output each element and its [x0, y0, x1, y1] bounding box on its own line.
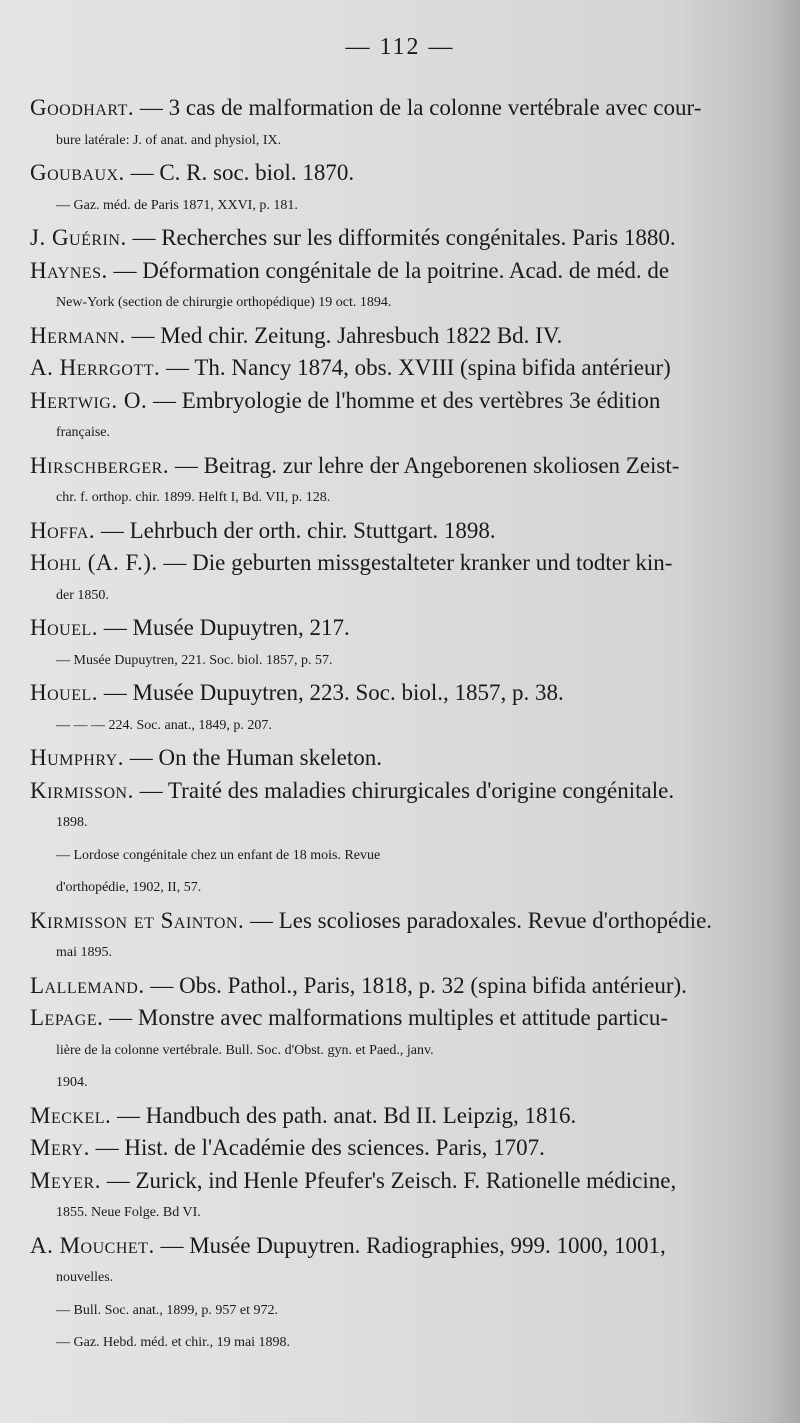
entry-text: — Th. Nancy 1874, obs. XVIII (spina bifida antérieur): [166, 355, 671, 380]
entry-author: Houel.: [30, 680, 99, 705]
entry-author: Haynes.: [30, 257, 108, 283]
entry-author: Humphry.: [30, 745, 124, 770]
entry-first-line: [30, 92, 790, 124]
entry-author: Mery.: [30, 1135, 90, 1160]
bibliography-entry: [30, 1100, 790, 1132]
entry-author: Meckel.: [30, 1102, 112, 1128]
entry-continuation-line: [30, 287, 790, 319]
entry-text: — Monstre avec malformations multiples et attitude particu-: [109, 1005, 669, 1030]
entry-author: J. Guérin.: [30, 225, 127, 250]
bibliography-entry: [30, 547, 790, 612]
entry-text: — Musée Dupuytren, 221. Soc. biol. 1857, p. 57.: [56, 652, 333, 668]
entry-text: — Musée Dupuytren. Radiographies, 999. 1000, 1001,: [160, 1232, 666, 1258]
entry-continuation-line: [30, 1295, 790, 1327]
entry-text: — Lehrbuch der orth. chir. Stuttgart. 1898.: [100, 517, 496, 543]
entry-first-line: [30, 775, 790, 807]
entry-author: Houel.: [30, 615, 99, 640]
entry-continuation-line: [30, 482, 790, 514]
entry-text: — Les scolioses paradoxales. Revue d'orthopédie.: [249, 907, 713, 933]
entry-continuation-line: [30, 710, 790, 742]
entry-continuation-line: [30, 125, 790, 157]
bibliography-entry: [30, 352, 790, 384]
entry-text: — Embryologie de l'homme et des vertèbres 3e édition: [152, 387, 661, 413]
entry-text: d'orthopédie, 1902, II, 57.: [56, 880, 202, 895]
bibliography-entry: [30, 970, 790, 1002]
entry-first-line: [30, 677, 790, 709]
entry-continuation-line: [30, 580, 790, 612]
entry-text: française.: [56, 425, 111, 440]
entry-text: — Recherches sur les difformités congénitales. Paris 1880.: [132, 225, 676, 250]
entry-first-line: [30, 547, 790, 579]
entry-first-line: [30, 352, 790, 384]
entry-text: — Obs. Pathol., Paris, 1818, p. 32 (spina bifida antérieur).: [150, 972, 687, 998]
page-number: — 112 —: [345, 34, 455, 60]
entry-first-line: [30, 450, 790, 482]
entry-text: 1855. Neue Folge. Bd VI.: [56, 1205, 201, 1220]
entry-first-line: [30, 1002, 790, 1034]
entry-author: Hirschberger.: [30, 452, 170, 478]
entry-author: A. Mouchet.: [30, 1232, 155, 1258]
entry-author: Meyer.: [30, 1167, 101, 1193]
bibliography-list: [30, 92, 790, 1360]
entry-text: — Med chir. Zeitung. Jahresbuch 1822 Bd. IV.: [131, 322, 563, 348]
entry-text: lière de la colonne vertébrale. Bull. Soc. d'Obst. gyn. et Paed., janv.: [56, 1042, 434, 1058]
entry-text: — Lordose congénitale chez un enfant de 18 mois. Revue: [56, 847, 381, 863]
entry-author: Goubaux.: [30, 160, 125, 185]
bibliography-entry: [30, 320, 790, 352]
entry-text: — C. R. soc. biol. 1870.: [130, 160, 355, 185]
entry-continuation-line: [30, 807, 790, 839]
entry-text: — Beitrag. zur lehre der Angeborenen skoliosen Zeist-: [174, 452, 680, 478]
entry-text: — 3 cas de malformation de la colonne vertébrale avec cour-: [139, 95, 702, 120]
entry-continuation-line: [30, 1067, 790, 1099]
bibliography-entry: [30, 775, 790, 905]
bibliography-entry: [30, 612, 790, 677]
bibliography-entry: [30, 1165, 790, 1230]
entry-author: Kirmisson et Sainton.: [30, 907, 245, 933]
bibliography-entry: [30, 255, 790, 320]
bibliography-entry: [30, 515, 790, 547]
entry-author: A. Herrgott.: [30, 355, 161, 380]
entry-text: nouvelles.: [56, 1270, 114, 1285]
entry-first-line: [30, 1100, 790, 1132]
entry-first-line: [30, 905, 790, 937]
entry-first-line: [30, 970, 790, 1002]
entry-first-line: [30, 1132, 790, 1164]
entry-continuation-line: [30, 417, 790, 449]
entry-first-line: [30, 157, 790, 189]
entry-text: chr. f. orthop. chir. 1899. Helft I, Bd. VII, p. 128.: [56, 490, 331, 505]
entry-continuation-line: [30, 840, 790, 872]
entry-text: — Handbuch des path. anat. Bd II. Leipzig, 1816.: [117, 1102, 577, 1128]
entry-continuation-line: [30, 1035, 790, 1067]
entry-text: — Hist. de l'Académie des sciences. Paris, 1707.: [95, 1135, 545, 1160]
entry-text: bure latérale: J. of anat. and physiol, IX.: [56, 132, 282, 148]
entry-author: Lepage.: [30, 1005, 104, 1030]
entry-author: Goodhart.: [30, 95, 135, 120]
entry-first-line: [30, 612, 790, 644]
entry-text: — Traité des maladies chirurgicales d'origine congénitale.: [139, 777, 675, 803]
entry-continuation-line: [30, 1262, 790, 1294]
bibliography-entry: [30, 385, 790, 450]
bibliography-entry: [30, 1132, 790, 1164]
entry-text: — Die geburten missgestalteter kranker und todter kin-: [163, 550, 673, 575]
entry-text: — Musée Dupuytren, 223. Soc. biol., 1857, p. 38.: [103, 680, 564, 705]
bibliography-entry: [30, 742, 790, 774]
entry-continuation-line: [30, 937, 790, 969]
entry-continuation-line: [30, 872, 790, 904]
entry-continuation-line: [30, 1197, 790, 1229]
bibliography-entry: [30, 1002, 790, 1099]
entry-author: Kirmisson.: [30, 777, 134, 803]
entry-first-line: [30, 742, 790, 774]
entry-text: New-York (section de chirurgie orthopédique) 19 oct. 1894.: [56, 295, 392, 310]
entry-text: — Zurick, ind Henle Pfeufer's Zeisch. F. Rationelle médicine,: [106, 1167, 677, 1193]
entry-first-line: [30, 385, 790, 417]
bibliography-entry: [30, 905, 790, 970]
entry-author: Lallemand.: [30, 972, 145, 998]
entry-first-line: [30, 515, 790, 547]
entry-text: 1898.: [56, 815, 88, 830]
bibliography-entry: [30, 92, 790, 157]
entry-text: — On the Human skeleton.: [129, 745, 383, 770]
entry-continuation-line: [30, 190, 790, 222]
entry-first-line: [30, 1230, 790, 1262]
entry-first-line: [30, 1165, 790, 1197]
entry-text: — Déformation congénitale de la poitrine. Acad. de méd. de: [113, 257, 670, 283]
entry-author: Hermann.: [30, 322, 126, 348]
entry-text: — — — 224. Soc. anat., 1849, p. 207.: [56, 717, 272, 733]
bibliography-entry: [30, 222, 790, 254]
bibliography-entry: [30, 450, 790, 515]
bibliography-entry: [30, 1230, 790, 1360]
entry-first-line: [30, 222, 790, 254]
entry-text: mai 1895.: [56, 945, 112, 960]
bibliography-entry: [30, 157, 790, 222]
entry-text: — Musée Dupuytren, 217.: [103, 615, 350, 640]
entry-author: Hertwig. O.: [30, 387, 148, 413]
entry-first-line: [30, 320, 790, 352]
entry-text: — Bull. Soc. anat., 1899, p. 957 et 972.: [56, 1302, 279, 1318]
entry-continuation-line: [30, 645, 790, 677]
entry-author: Hoffa.: [30, 517, 96, 543]
entry-text: der 1850.: [56, 587, 109, 603]
entry-author: Hohl (A. F.).: [30, 550, 158, 575]
entry-text: 1904.: [56, 1075, 88, 1090]
entry-continuation-line: [30, 1327, 790, 1359]
entry-text: — Gaz. Hebd. méd. et chir., 19 mai 1898.: [56, 1335, 291, 1350]
entry-first-line: [30, 255, 790, 287]
entry-text: — Gaz. méd. de Paris 1871, XXVI, p. 181.: [56, 197, 298, 213]
bibliography-entry: [30, 677, 790, 742]
